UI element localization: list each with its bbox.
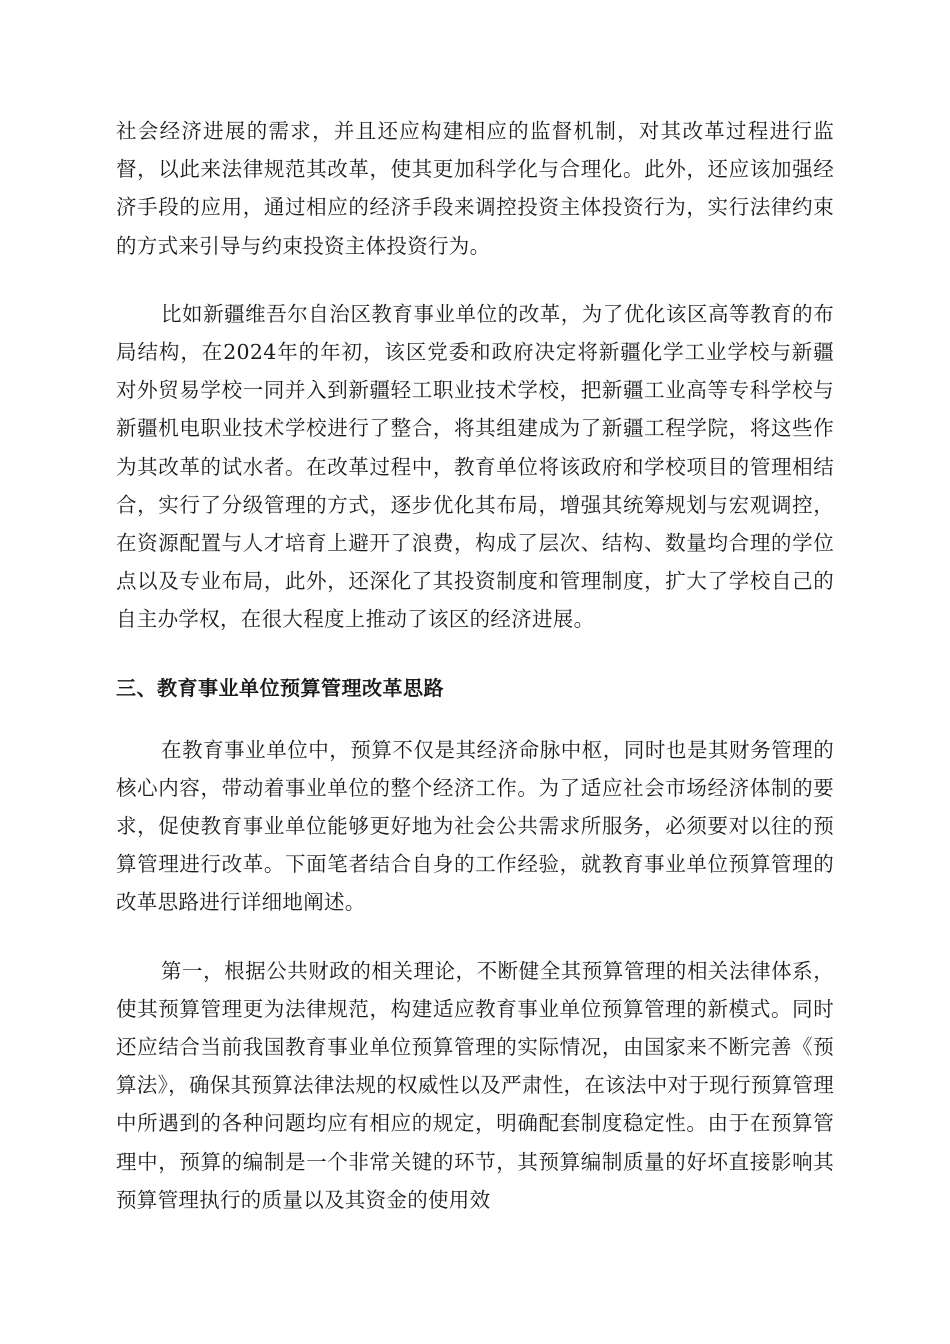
section-heading: 三、教育事业单位预算管理改革思路 bbox=[116, 675, 444, 700]
paragraph-first-point: 第一，根据公共财政的相关理论，不断健全其预算管理的相关法律体系，使其预算管理更为法律规范，构建适应教育事业单位预算管理的新模式。同时还应结合当前我国教育事业单位预算管理的实际情况，由国家来不断完善《预算法》，确保其预算法律法规的权威性以及严肃性，在该法中对于现行预算管理中所遇到的各种问题均应有相应的规定，明确配套制度稳定性。由于在预算管理中，预算的编制是一个非常关键的环节，其预算编制质量的好坏直接影响其预算管理执行的质量以及其资金的使用效 bbox=[116, 958, 834, 1212]
paragraph-gap bbox=[116, 265, 834, 295]
document-body bbox=[116, 112, 834, 1219]
paragraph-xinjiang-example: 比如新疆维吾尔自治区教育事业单位的改革，为了优化该区高等教育的布局结构，在2024年的年初，该区党委和政府决定将新疆化学工业学校与新疆对外贸易学校一同并入到新疆轻工职业技术学校，把新疆工业高等专科学校与新疆机电职业技术学校进行了整合，将其组建成为了新疆工程学院，将这些作为其改革的试水者。在改革过程中，教育单位将该政府和学校项目的管理相结合，实行了分级管理的方式，逐步优化其布局，增强其统筹规划与宏观调控，在资源配置与人才培育上避开了浪费，构成了层次、结构、数量均合理的学位点以及专业布局，此外，还深化了其投资制度和管理制度，扩大了学校自己的自主办学权，在很大程度上推动了该区的经济进展。 bbox=[116, 301, 834, 632]
paragraph-continued: 社会经济进展的需求，并且还应构建相应的监督机制，对其改革过程进行监督，以此来法律规范其改革，使其更加科学化与合理化。此外，还应该加强经济手段的应用，通过相应的经济手段来调控投资主体投资行为，实行法律约束的方式来引导与约束投资主体投资行为。 bbox=[116, 119, 834, 258]
paragraph-gap bbox=[116, 922, 834, 952]
paragraph-gap bbox=[116, 707, 834, 731]
paragraph-budget-intro: 在教育事业单位中，预算不仅是其经济命脉中枢，同时也是其财务管理的核心内容，带动着事业单位的整个经济工作。为了适应社会市场经济体制的要求，促使教育事业单位能够更好地为社会公共需求所服务，必须要对以往的预算管理进行改革。下面笔者结合自身的工作经验，就教育事业单位预算管理的改革思路进行详细地阐述。 bbox=[116, 737, 834, 915]
paragraph-gap bbox=[116, 639, 834, 669]
